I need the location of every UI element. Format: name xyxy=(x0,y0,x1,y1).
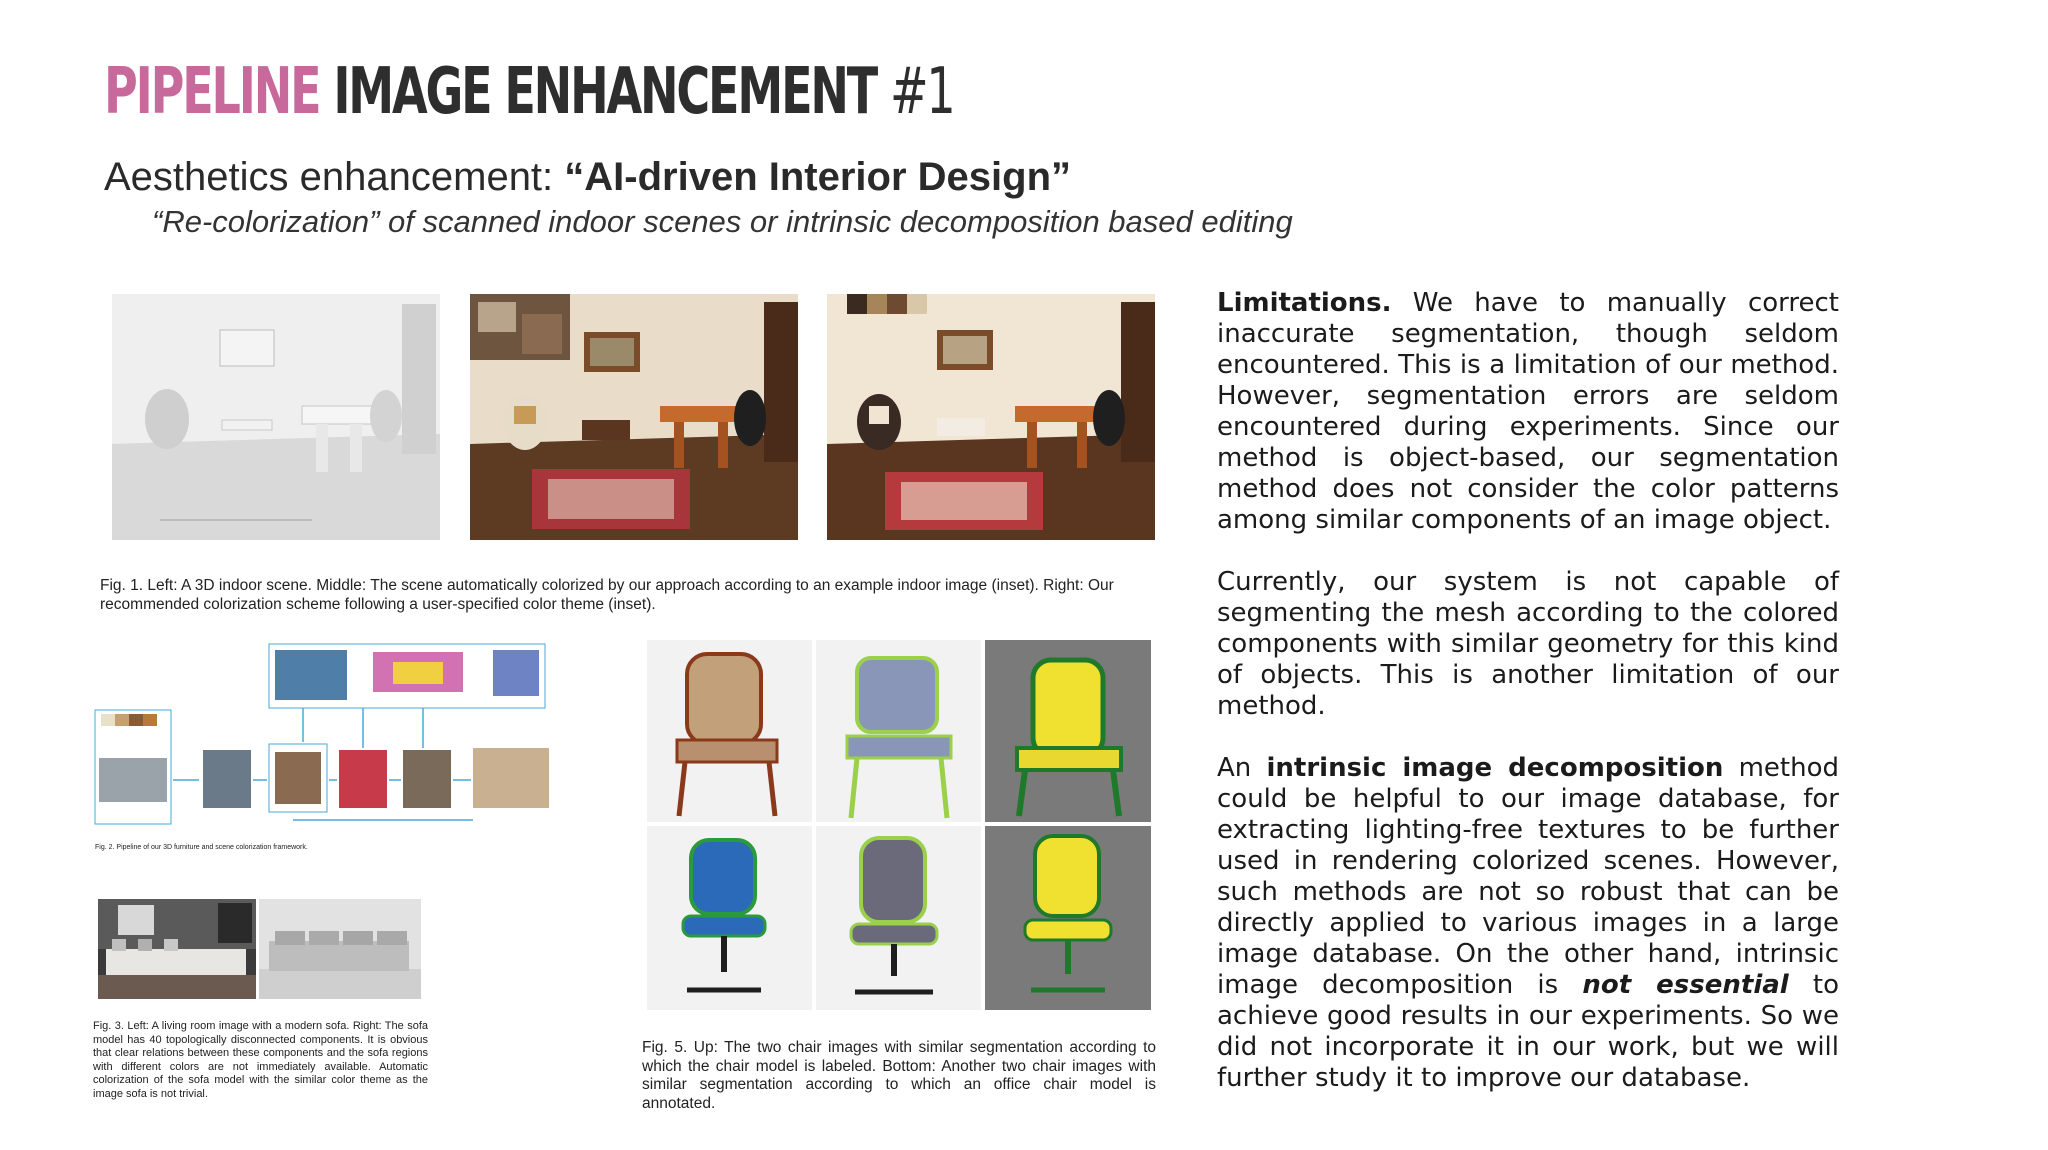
title-main: IMAGE ENHANCEMENT xyxy=(333,55,877,129)
limitations-paragraph-3 xyxy=(1217,753,1839,1094)
p3-b: method could be helpful to our image database, for extracting lighting-free textures to be further used in rendering colorized scenes. However, such methods are not so robust that can be directly applied to various images in a large image database. On the other hand, intrinsic image decomposition is xyxy=(1217,753,1839,1000)
p3-bold: intrinsic image decomposition xyxy=(1266,753,1724,783)
title-accent: PIPELINE xyxy=(104,55,320,129)
subtitle-prefix: Aesthetics enhancement: xyxy=(104,155,565,199)
limitations-heading: Limitations. xyxy=(1217,288,1392,318)
fig3-caption: Fig. 3. Left: A living room image with a modern sofa. Right: The sofa model has 40 topologically disconnected components. It is obvious that clear relations between these components and the sofa regions with different colors are not immediately available. Automatic colorization of the sofa model with the similar color theme as the image sofa is not trivial. xyxy=(93,1020,428,1100)
fig1-gray-scene xyxy=(112,294,440,540)
fig5-caption: Fig. 5. Up: The two chair images with similar segmentation according to which the chair model is labeled. Bottom: Another two chair images with similar segmentation according to which an office chair model is annotated. xyxy=(642,1039,1156,1112)
fig1-caption: Fig. 1. Left: A 3D indoor scene. Middle: The scene automatically colorized by our approach according to an example indoor image (inset). Right: Our recommended colorization scheme following a user-specified color theme (inset). xyxy=(100,577,1114,613)
fig2-pipeline-diagram xyxy=(93,640,557,840)
subtitle-bold: “AI-driven Interior Design” xyxy=(564,155,1072,199)
fig1-colorized-scene xyxy=(470,294,798,540)
fig1-themed-scene xyxy=(827,294,1155,540)
fig3-sofa-photo xyxy=(98,899,256,999)
limitations-text xyxy=(1217,288,1839,1125)
p3-c: to achieve good results in our experiments. So we did not incorporate it in our work, but we will further study it to improve our database. xyxy=(1217,970,1840,1093)
limitations-paragraph-1 xyxy=(1217,288,1839,536)
fig2-caption: Fig. 2. Pipeline of our 3D furniture and scene colorization framework. xyxy=(95,844,308,851)
slide-title xyxy=(104,50,954,134)
p3-a: An xyxy=(1217,753,1267,783)
slide-tagline: “Re-colorization” of scanned indoor scenes or intrinsic decomposition based editing xyxy=(152,204,1293,239)
fig3-sofa-model xyxy=(259,899,421,999)
slide-subtitle xyxy=(104,152,1071,202)
limitations-paragraph-2: Currently, our system is not capable of segmenting the mesh according to the colored components with similar geometry for this kind of objects. This is another limitation of our method. xyxy=(1217,567,1839,721)
fig5-chair-grid xyxy=(647,640,1151,1010)
title-number: #1 xyxy=(889,55,954,129)
limitations-p1-body: We have to manually correct inaccurate segmentation, though seldom encountered. This is a limitation of our method. However, segmentation errors are seldom encountered during experiments. Since our method is object-based, our segmentation method does not consider the color patterns among similar components of an image object. xyxy=(1217,288,1839,535)
p3-bold-italic: not essential xyxy=(1582,970,1789,1000)
